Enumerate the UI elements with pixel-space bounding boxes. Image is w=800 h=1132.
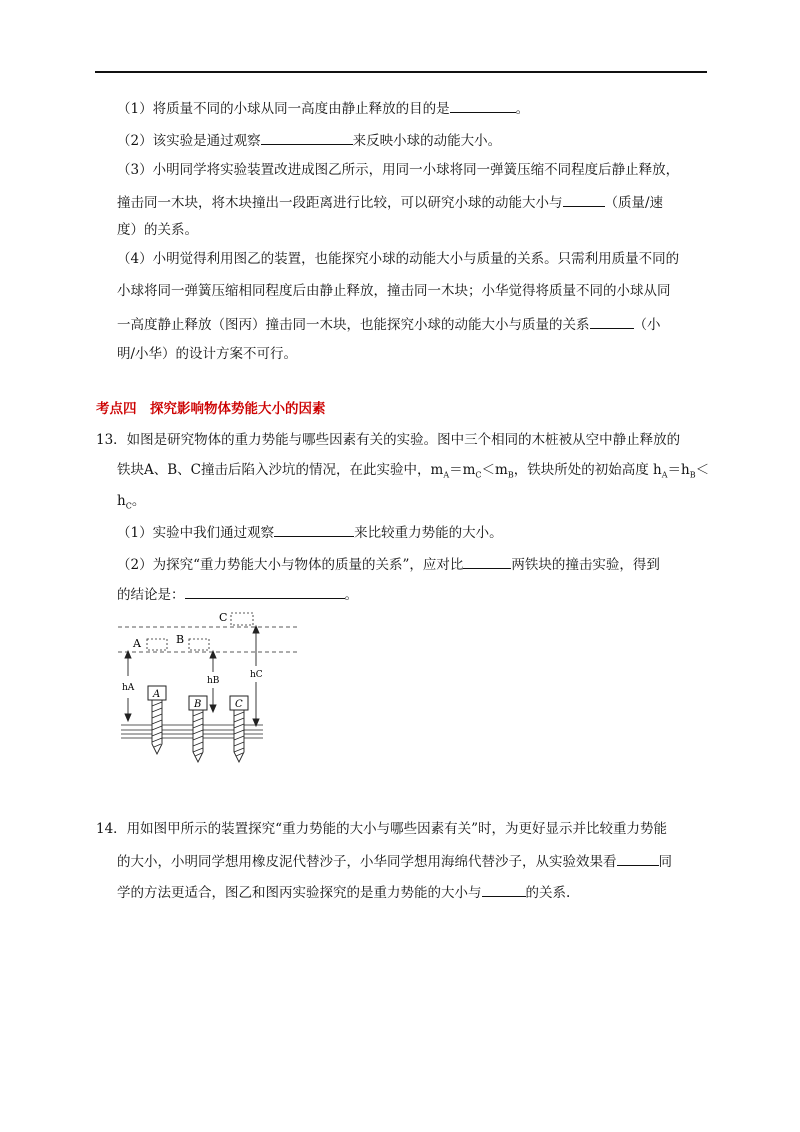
stake-c bbox=[230, 696, 248, 762]
block-a-label: A bbox=[153, 689, 161, 700]
label-b: B bbox=[176, 633, 185, 646]
arrow-ha-bottom-head bbox=[125, 714, 131, 721]
q12-part4-line2: 小球将同一弹簧压缩相同程度后由静止释放，撞击同一木块；小华觉得将质量不同的小球从同 bbox=[117, 283, 671, 299]
q14-line2: 的大小，小明同学想用橡皮泥代替沙子，小华同学想用海绵代替沙子，从实验效果看 同 bbox=[117, 851, 672, 872]
answer-blank[interactable] bbox=[463, 554, 511, 569]
height-label-a: hA bbox=[122, 683, 135, 693]
answer-blank[interactable] bbox=[617, 851, 659, 866]
start-box-a bbox=[147, 639, 167, 650]
stake-b-body bbox=[193, 710, 203, 762]
q12-part3-line3: 度）的关系。 bbox=[117, 222, 198, 238]
header-rule bbox=[95, 71, 707, 73]
q12-part1: （1）将质量不同的小球从同一高度由静止释放的目的是 。 bbox=[117, 98, 529, 119]
start-box-b bbox=[189, 639, 209, 650]
q14-line1: 14．用如图甲所示的装置探究“重力势能的大小与哪些因素有关”时，为更好显示并比较重力势能 bbox=[96, 821, 667, 837]
q13-line1: 13．如图是研究物体的重力势能与哪些因素有关的实验。图中三个相同的木桩被从空中静止释放的 bbox=[96, 432, 681, 448]
section-heading: 考点四 探究影响物体势能大小的因素 bbox=[96, 401, 326, 417]
start-box-c bbox=[231, 613, 253, 625]
answer-blank[interactable] bbox=[563, 192, 605, 207]
q13-part2-line1: （2）为探究“重力势能大小与物体的质量的关系”，应对比 两铁块的撞击实验，得到 bbox=[117, 554, 660, 575]
q12-part2: （2）该实验是通过观察 来反映小球的动能大小。 bbox=[117, 130, 501, 151]
q12-part3-line1: （3）小明同学将实验装置改进成图乙所示，用同一小球将同一弹簧压缩不同程度后静止释放， bbox=[117, 162, 680, 178]
stake-experiment-figure bbox=[113, 606, 303, 766]
q12-part4-line1: （4）小明觉得利用图乙的装置，也能探究小球的动能大小与质量的关系。只需利用质量不同的 bbox=[117, 251, 680, 267]
answer-blank[interactable] bbox=[261, 130, 353, 145]
answer-blank[interactable] bbox=[482, 882, 526, 897]
block-c-label: C bbox=[235, 699, 243, 710]
q13-line3: $h_C$。 bbox=[117, 493, 146, 511]
stake-a bbox=[148, 686, 166, 754]
stake-b bbox=[189, 696, 207, 762]
height-label-b: hB bbox=[207, 676, 220, 686]
arrow-hb-bottom-head bbox=[210, 705, 216, 712]
answer-blank[interactable] bbox=[590, 314, 634, 329]
q12-part4-line3: 一高度静止释放（图丙）撞击同一木块，也能探究小球的动能大小与质量的关系 （小 bbox=[117, 314, 661, 335]
q13-part2-line2: 的结论是： 。 bbox=[117, 584, 358, 605]
answer-blank[interactable] bbox=[274, 522, 354, 537]
answer-blank[interactable] bbox=[450, 98, 516, 113]
stake-c-body bbox=[234, 710, 244, 762]
block-b-label: B bbox=[194, 699, 202, 710]
q12-part3-line2: 撞击同一木块，将木块撞出一段距离进行比较，可以研究小球的动能大小与 （质量/速 bbox=[117, 192, 663, 213]
height-label-c: hC bbox=[250, 670, 263, 680]
q12-part4-line4: 明/小华）的设计方案不可行。 bbox=[117, 346, 298, 362]
q13-part1: （1）实验中我们通过观察 来比较重力势能的大小。 bbox=[117, 522, 503, 543]
q13-line2: 铁块A、B、C撞击后陷入沙坑的情况，在此实验中，$m_A=m_C<m_B$，铁块所处的初始高度 $h_A=h_B<$ bbox=[117, 462, 710, 480]
q14-line3: 学的方法更适合，图乙和图丙实验探究的是重力势能的大小与 的关系. bbox=[117, 882, 570, 903]
label-c: C bbox=[219, 611, 228, 624]
label-a: A bbox=[133, 637, 141, 650]
answer-blank[interactable] bbox=[185, 584, 345, 599]
